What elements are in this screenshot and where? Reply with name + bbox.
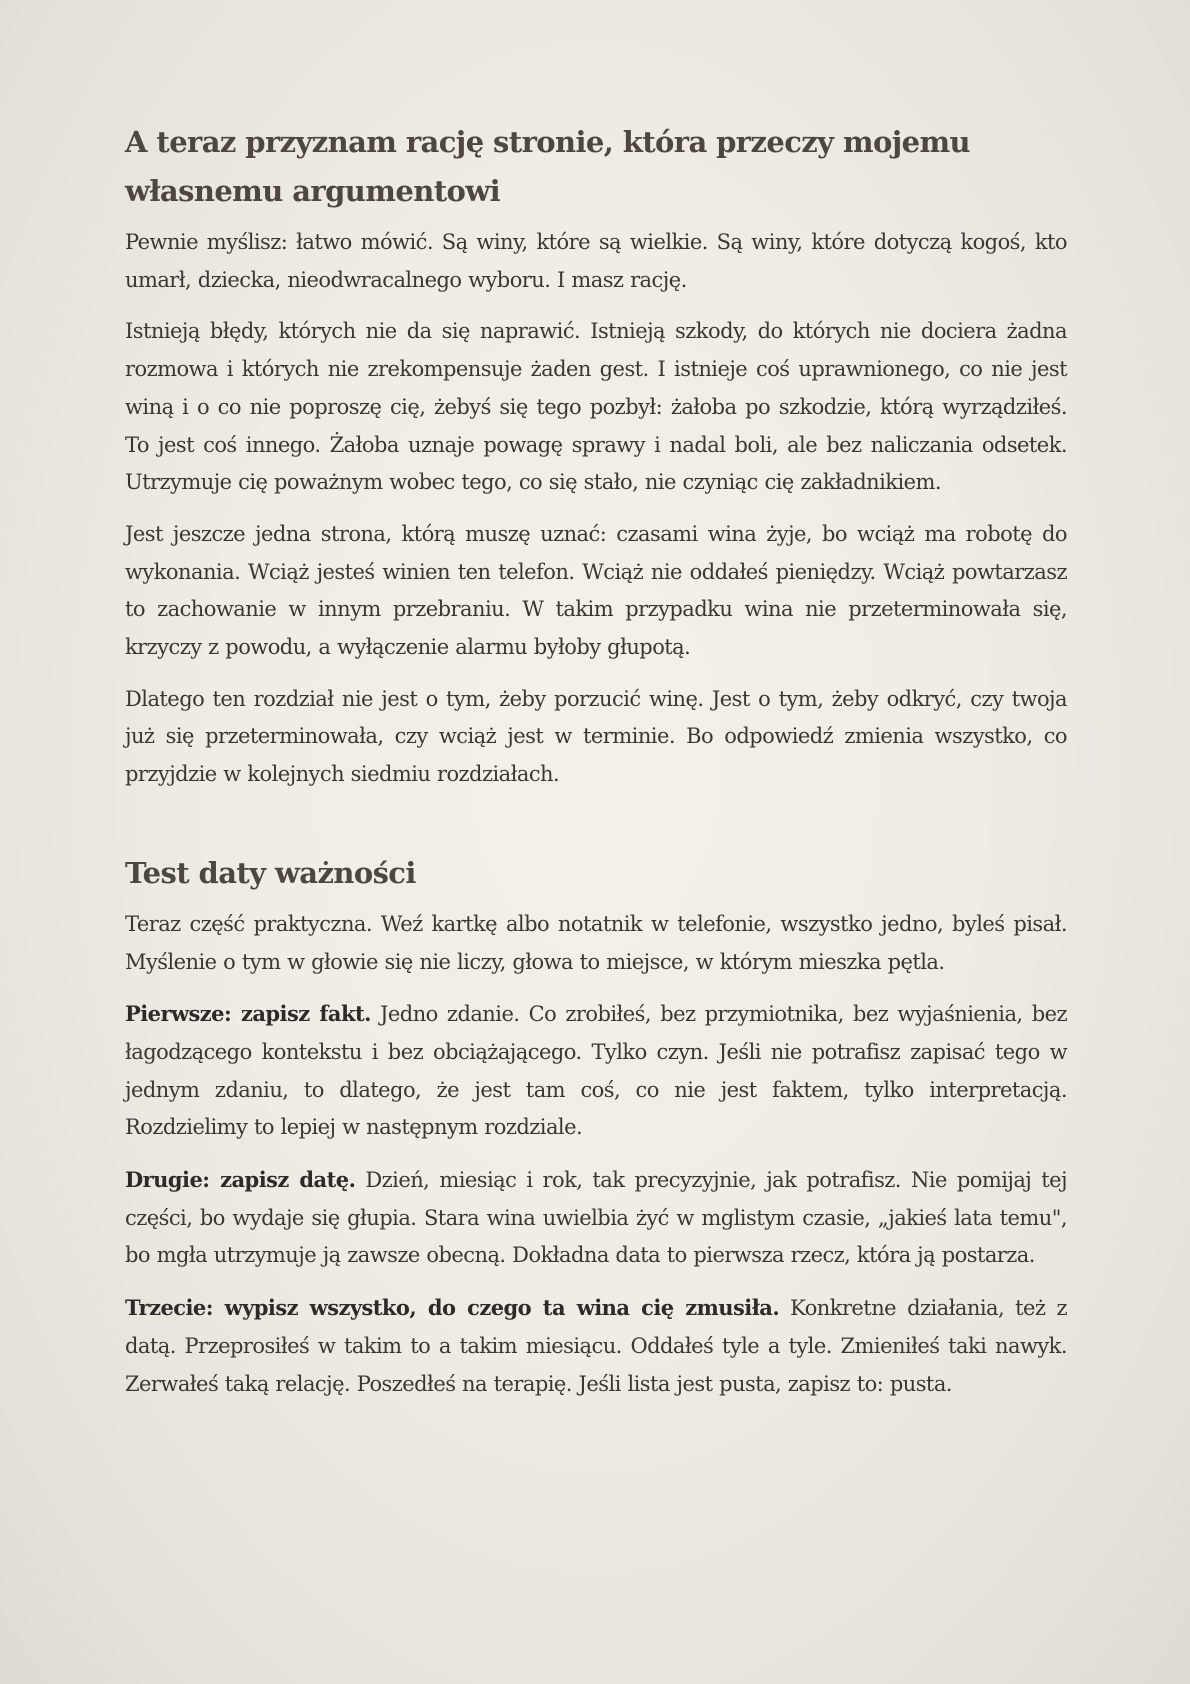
paragraph-intro: Teraz część praktyczna. Weź kartkę albo notatnik w telefonie, wszystko jedno, byleś pisał. Myślenie o tym w głowie się nie liczy, głowa to miejsce, w którym mieszka pętla. bbox=[125, 911, 1067, 974]
section-expiry-test bbox=[125, 849, 1067, 1403]
paragraph: Pewnie myślisz: łatwo mówić. Są winy, które są wielkie. Są winy, które dotyczą kogoś, kto umarł, dziecka, nieodwracalnego wyboru. I masz rację. bbox=[125, 230, 1067, 292]
section-heading-admission: A teraz przyznam rację stronie, która przeczy mojemu własnemu argumentowi bbox=[125, 125, 971, 208]
step-lead: Drugie: zapisz datę. bbox=[125, 1167, 356, 1193]
paragraph: Istnieją błędy, których nie da się naprawić. Istnieją szkody, do których nie dociera żadna rozmowa i których nie zrekompensuje żaden gest. I istnieje coś uprawnionego, co nie jest winą i o co nie poproszę cię, żebyś się tego pozbył: żałoba po szkodzie, którą wyrządziłeś. To jest coś innego. Żałoba uznaje powagę sprawy i nadal boli, ale bez naliczania odsetek. Utrzymuje cię poważnym wobec tego, co się stało, nie czyniąc cię zakładnikiem. bbox=[125, 319, 1067, 495]
document-page bbox=[125, 118, 1067, 1403]
section-admission bbox=[125, 118, 1067, 794]
paragraph: Dlatego ten rozdział nie jest o tym, żeby porzucić winę. Jest o tym, żeby odkryć, czy twoja już się przeterminowała, czy wciąż jest w terminie. Bo odpowiedź zmienia wszystko, co przyjdzie w kolejnych siedmiu rozdziałach. bbox=[125, 686, 1067, 787]
step-text: Jedno zdanie. Co zrobiłeś, bez przymiotnika, bez wyjaśnienia, bez łagodzącego kontekstu i bez obciążającego. Tylko czyn. Jeśli nie potrafisz zapisać tego w jednym zdaniu, to dlatego, że jest tam coś, co nie jest faktem, tylko interpretacją. Rozdzielimy to lepiej w następnym rozdziale. bbox=[125, 1002, 1067, 1140]
step-text: Konkretne działania, też z datą. Przeprosiłeś w takim to a takim miesiącu. Oddałeś tyle a tyle. Zmieniłeś taki nawyk. Zerwałeś taką relację. Poszedłeś na terapię. Jeśli lista jest pusta, zapisz to: pusta. bbox=[125, 1296, 1067, 1396]
step-paragraph-second bbox=[125, 1161, 1067, 1275]
step-lead: Pierwsze: zapisz fakt. bbox=[125, 1001, 371, 1027]
paragraph: Jest jeszcze jedna strona, którą muszę uznać: czasami wina żyje, bo wciąż ma robotę do wykonania. Wciąż jesteś winien ten telefon. Wciąż nie oddałeś pieniędzy. Wciąż powtarzasz to zachowanie w innym przebraniu. W takim przypadku wina nie przeterminowała się, krzyczy z powodu, a wyłączenie alarmu byłoby głupotą. bbox=[125, 521, 1067, 660]
step-paragraph-first bbox=[125, 995, 1067, 1147]
step-text: Dzień, miesiąc i rok, tak precyzyjnie, jak potrafisz. Nie pomijaj tej części, bo wydaje się głupia. Stara wina uwielbia żyć w mglistym czasie, „jakieś lata temu", bo mgła utrzymuje ją zawsze obecną. Dokładna data to pierwsza rzecz, która ją postarza. bbox=[125, 1168, 1067, 1268]
step-paragraph-third bbox=[125, 1289, 1067, 1403]
step-lead: Trzecie: wypisz wszystko, do czego ta wina cię zmusiła. bbox=[125, 1295, 780, 1321]
section-heading-expiry-test: Test daty ważności bbox=[125, 855, 416, 890]
